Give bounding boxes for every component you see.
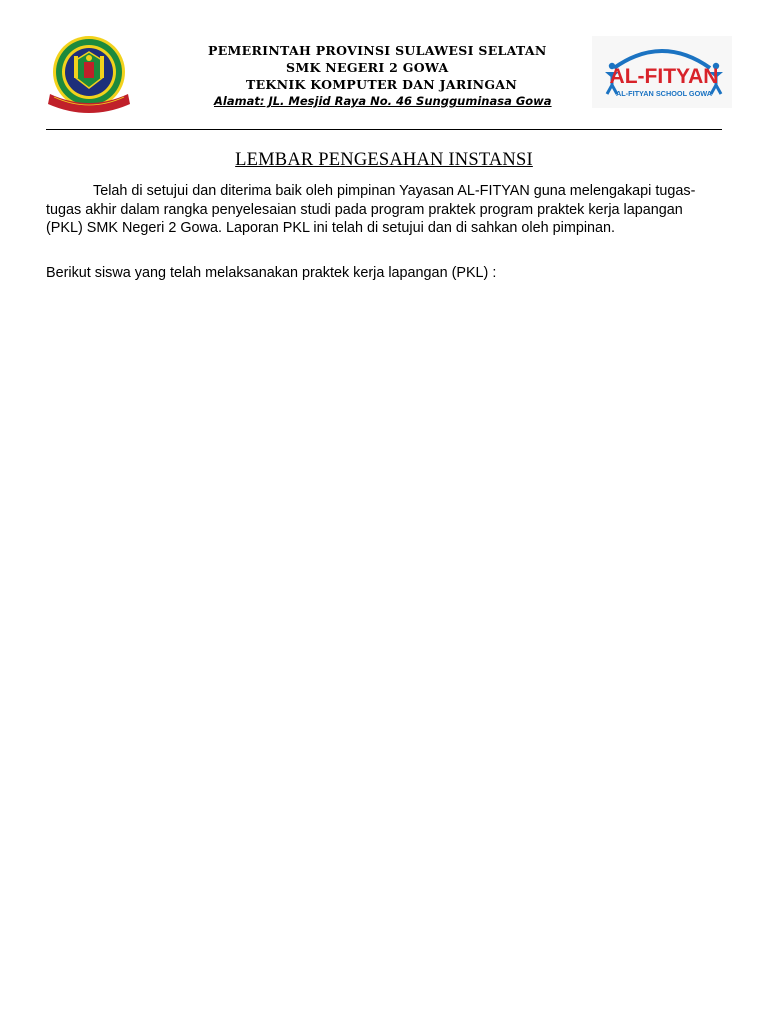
document-title: LEMBAR PENGESAHAN INSTANSI — [235, 150, 533, 170]
letterhead — [150, 42, 620, 110]
school-emblem-logo — [44, 34, 134, 114]
al-fityan-logo — [592, 36, 732, 108]
letterhead-department: TEKNIK KOMPUTER DAN JARINGAN — [246, 77, 518, 92]
logo-name-text: AL-FITYAN — [609, 65, 719, 88]
letterhead-school: SMK NEGERI 2 GOWA — [286, 60, 449, 75]
letterhead-province: PEMERINTAH PROVINSI SULAWESI SELATAN — [208, 43, 547, 58]
emblem-icon — [44, 34, 134, 114]
logo-subtitle-text: AL-FITYAN SCHOOL GOWA — [615, 89, 713, 98]
al-fityan-logo-graphic — [592, 36, 732, 108]
student-list-intro: Berikut siswa yang telah melaksanakan praktek kerja lapangan (PKL) : — [46, 265, 497, 281]
letterhead-divider — [46, 129, 722, 130]
letterhead-address: Alamat: JL. Mesjid Raya No. 46 Sungguminasa Gowa — [214, 94, 552, 108]
approval-paragraph: Telah di setujui dan diterima baik oleh pimpinan Yayasan AL-FITYAN guna melengakapi tugas-tugas akhir dalam rangka penyelesaian studi pada program praktek program praktek kerja lapangan (PKL) SMK Negeri 2 Gowa. Laporan PKL ini telah di setujui dan di sahkan oleh pimpinan. — [46, 183, 696, 237]
